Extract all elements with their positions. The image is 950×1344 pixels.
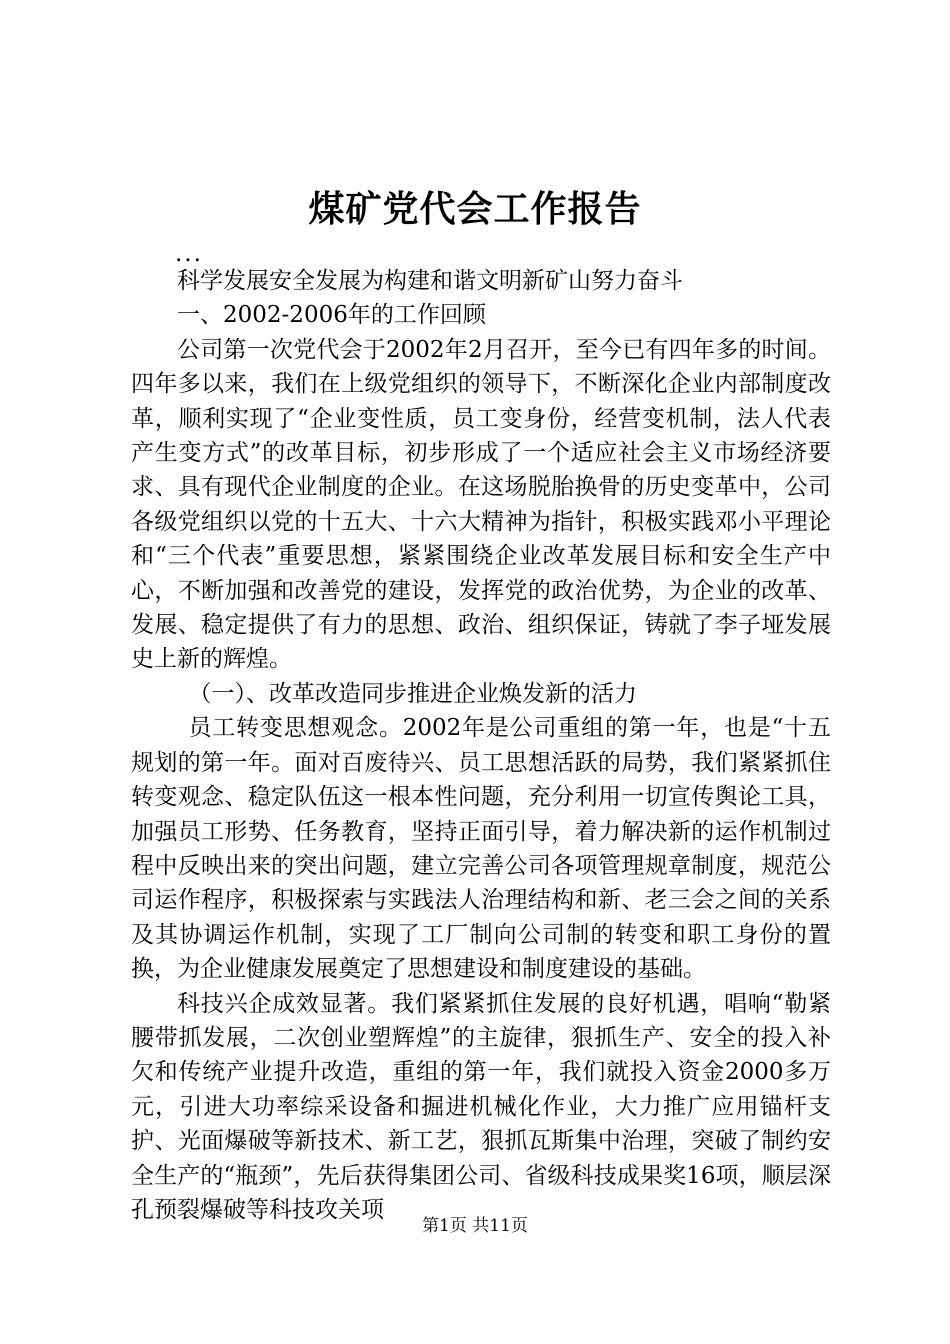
document-body [131, 241, 831, 1227]
page-indicator: 第1页 共11页 [422, 1216, 528, 1236]
paragraph-technology: 科技兴企成效显著。我们紧紧抓住发展的良好机遇，唱响“勒紧腰带抓发展，二次创业塑辉煌”的主旋律，狠抓生产、安全的投入补欠和传统产业提升改造，重组的第一年，我们就投入资金2000多万元，引进大功率综采设备和掘进机械化作业，大力推广应用锚杆支护、光面爆破等新技术、新工艺，狠抓瓦斯集中治理，突破了制约安全生产的“瓶颈”，先后获得集团公司、省级科技成果奖16项，顺层深孔预裂爆破等科技攻关项 [131, 990, 831, 1223]
paragraph-thinking: 员工转变思想观念。2002年是公司重组的第一年，也是“十五规划的第一年。面对百废待兴、员工思想活跃的局势，我们紧紧抓住转变观念、稳定队伍这一根本性问题，充分利用一切宣传舆论工具，加强员工形势、任务教育，坚持正面引导，着力解决新的运作机制过程中反映出来的突出问题，建立完善公司各项管理规章制度，规范公司运作程序，积极探索与实践法人治理结构和新、老三会之间的关系及其协调运作机制，实现了工厂制向公司制的转变和职工身份的置换，为企业健康发展奠定了思想建设和制度建设的基础。 [131, 715, 831, 983]
document-subtitle: 科学发展安全发展为构建和谐文明新矿山努力奋斗 [177, 268, 683, 294]
ellipsis-marker: ... [175, 241, 203, 267]
subsection-heading: （一）、改革改造同步推进企业焕发新的活力 [188, 680, 637, 707]
section-heading: 一、2002-2006年的工作回顾 [177, 302, 486, 329]
paragraph-review: 公司第一次党代会于2002年2月召开，至今已有四年多的时间。四年多以来，我们在上级党组织的领导下，不断深化企业内部制度改革，顺利实现了“企业变性质，员工变身份，经营变机制，法人代表产生变方式”的改革目标，初步形成了一个适应社会主义市场经济要求、具有现代企业制度的企业。在这场脱胎换骨的历史变革中，公司各级党组织以党的十五大、十六大精神为指针，积极实践邓小平理论和“三个代表”重要思想，紧紧围绕企业改革发展目标和安全生产中心，不断加强和改善党的建设，发挥党的政治优势，为企业的改革、发展、稳定提供了有力的思想、政治、组织保证，铸就了李子垭发展史上新的辉煌。 [131, 336, 831, 673]
document-title: 煤矿党代会工作报告 [308, 188, 642, 230]
